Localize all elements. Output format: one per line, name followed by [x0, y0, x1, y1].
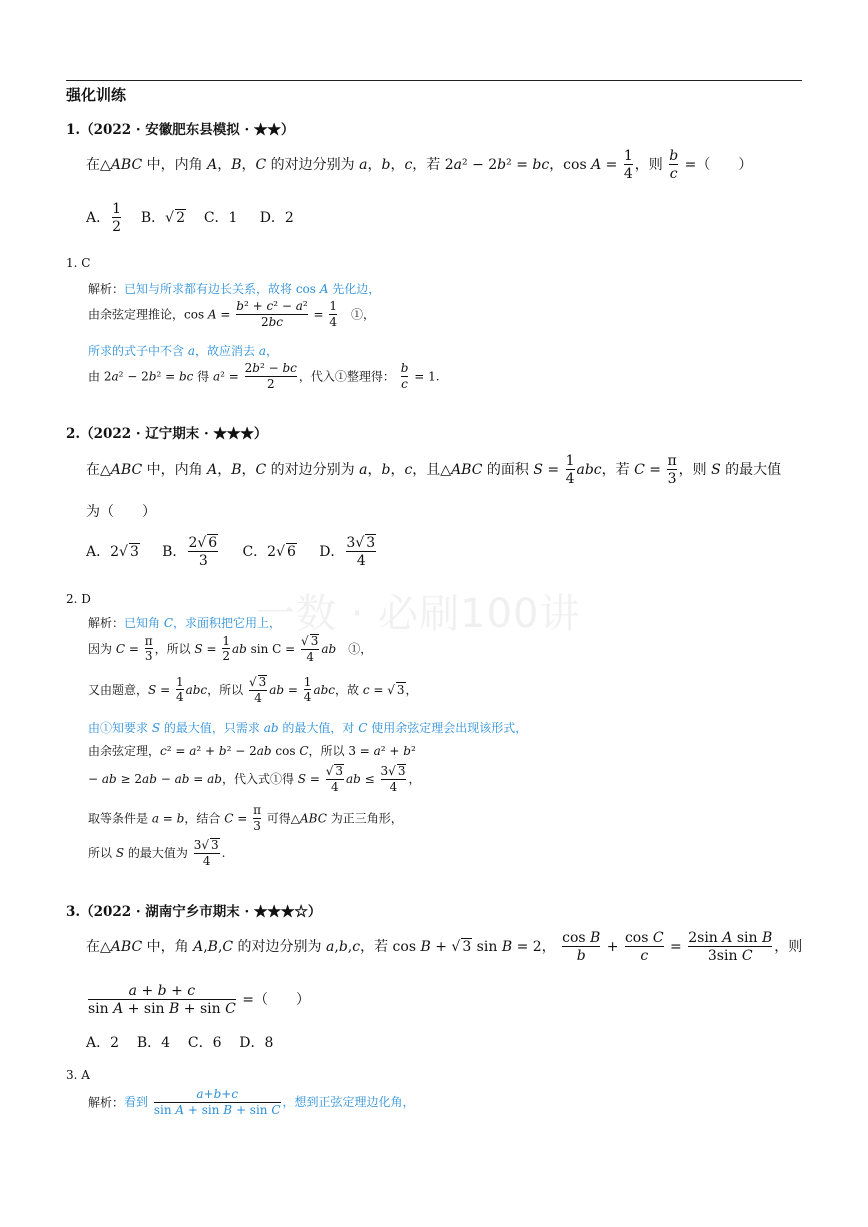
- q3-stem-1: 在△ABC 中，角 A,B,C 的对边分别为 a,b,c，若 cos B + √ 3 sin B = 2， $\frac{\text{cos B}}{b}$ + $\frac{\text{cos C}}{c}$ = $\frac{\text{2sin A sin B}}{\text{3sin C}}$ ，则: [86, 930, 803, 965]
- q1-stem: 在△ABC 中，内角 A，B，C 的对边分别为 a，b，c，若 2a² − 2b² = bc，cos A = $\frac{1}{4}$ ，则 $\frac{b}{c}$ =（ ）: [86, 148, 753, 183]
- q1-option-c[interactable]: C．1: [203, 210, 238, 227]
- q3-options: [86, 1032, 273, 1052]
- q2-stem-2: 为（ ）: [86, 504, 156, 520]
- q2-heading: 2.（2022 · 辽宁期末 · ★★★）: [66, 426, 268, 442]
- q1-option-a[interactable]: A． $\frac{1}{2}$: [86, 201, 122, 236]
- q3-option-c[interactable]: C．6: [187, 1035, 222, 1051]
- q2-sol-2: 因为 C = $\frac{\pi}{3}$ ，所以 S = $\frac{1}{2}$ ab sin C = $\frac{√ 3}{4}$ ab ①，: [88, 633, 373, 664]
- section-title: 强化训练: [66, 86, 127, 104]
- q1-sol-1: 解析：已知与所求都有边长关系，故将 cos A 先化边，: [88, 282, 381, 296]
- q1-options: [86, 201, 294, 235]
- q1-sol-3: 所求的式子中不含 a，故应消去 a，: [88, 344, 278, 358]
- q3-heading: 3.（2022 · 湖南宁乡市期末 · ★★★☆）: [66, 904, 322, 920]
- q2-options: [86, 534, 378, 569]
- q2-sol-1: 解析：已知角 C，求面积把它用上，: [88, 616, 282, 630]
- q2-sol-4: 由①知要求 S 的最大值，只需求 ab 的最大值，对 C 使用余弦定理会出现该形式，: [88, 721, 528, 735]
- q2-sol-6: − ab ≥ 2ab − ab = ab，代入式①得 S = $\frac{√ 3}{4}$ ab ≤ $\frac{3√ 3}{4}$ ，: [88, 764, 421, 794]
- q2-sol-8: 所以 S 的最大值为 $\frac{3√ 3}{4}$ .: [88, 838, 226, 868]
- watermark: 一数 · 必刷100讲: [255, 591, 581, 637]
- q1-answer: 1. C: [66, 256, 91, 270]
- q1-heading: 1.（2022 · 安徽肥东县模拟 · ★★）: [66, 122, 295, 138]
- q2-answer: 2. D: [66, 592, 91, 606]
- q1-sol-4: 由 2a² − 2b² = bc 得 a² = $\frac{\text{2b² − bc}}{2}$ ，代入①整理得： $\frac{b}{c}$ = 1.: [88, 361, 440, 391]
- q1-option-b[interactable]: B．√ 2: [140, 210, 185, 227]
- q3-option-d[interactable]: D．8: [239, 1035, 274, 1051]
- q3-answer: 3. A: [66, 1068, 90, 1082]
- q2-sol-3: 又由题意，S = $\frac{1}{4}$ abc，所以 $\frac{√ 3}{4}$ ab = $\frac{1}{4}$ abc，故 c = √ 3，: [88, 674, 418, 705]
- q2-stem-1: 在△ABC 中，内角 A，B，C 的对边分别为 a，b，c，且△ABC 的面积 S = $\frac{1}{4}$ abc，若 C = $\frac{\pi}{3}$ ，则 S 的最大值: [86, 453, 782, 488]
- q2-option-d[interactable]: D． $\frac{3√ 3}{4}$: [319, 535, 376, 570]
- q3-option-a[interactable]: A．2: [86, 1035, 120, 1051]
- q1-sol-2: 由余弦定理推论，cos A = $\frac{\text{b² + c² − a²}}{2bc}$ = $\frac{1}{4}$ ①，: [88, 299, 376, 329]
- q2-option-c[interactable]: C．2√ 6: [242, 543, 296, 560]
- q3-option-b[interactable]: B．4: [136, 1035, 171, 1051]
- q2-option-b[interactable]: B． $\frac{2√ 6}{3}$: [162, 535, 218, 570]
- q2-sol-7: 取等条件是 a = b，结合 C = $\frac{\pi}{3}$ 可得△ABC 为正三角形，: [88, 803, 403, 833]
- q1-option-d[interactable]: D．2: [259, 210, 294, 227]
- q2-sol-5: 由余弦定理，c² = a² + b² − 2ab cos C，所以 3 = a² + b²: [88, 744, 416, 758]
- q2-option-a[interactable]: A．2√ 3: [86, 543, 139, 560]
- q3-sol-1: 解析：看到 $\frac{a+b+c}{\text{sin A + sin B + sin C}}$ ，想到正弦定理边化角，: [88, 1087, 415, 1117]
- header-rule: [66, 80, 802, 81]
- q3-stem-2: $\frac{a + b + c}{\text{sin A + sin B + sin C}}$ =（ ）: [88, 983, 310, 1018]
